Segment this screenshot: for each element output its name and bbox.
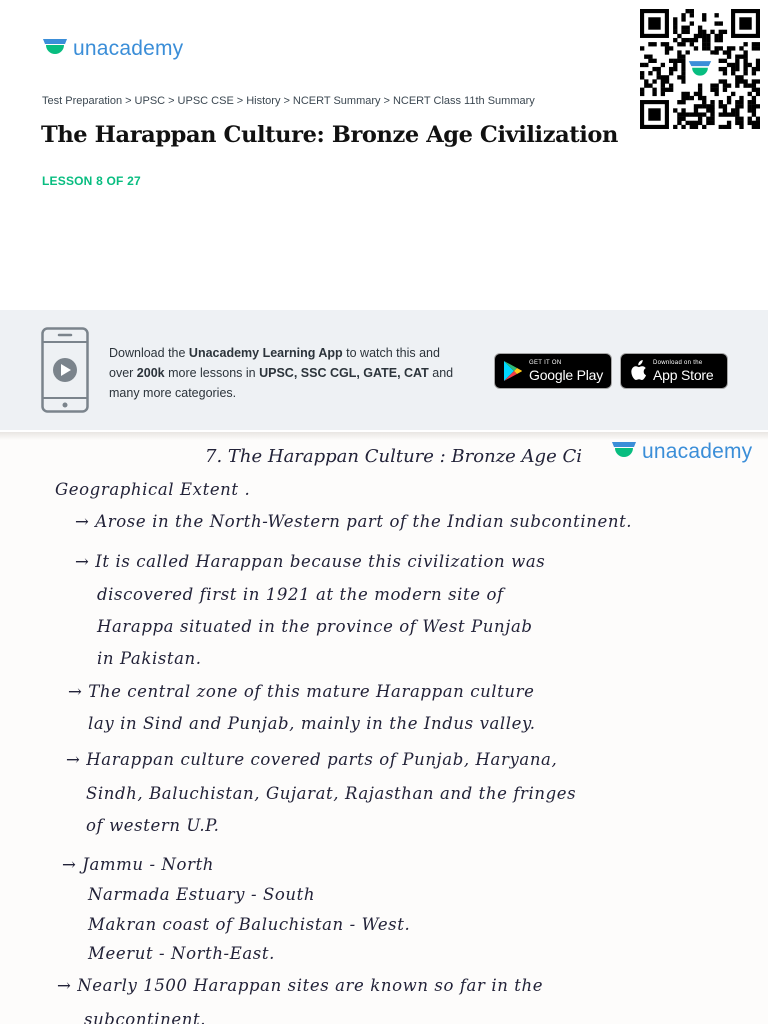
- unacademy-logo-icon: [41, 36, 69, 62]
- breadcrumb-item-history[interactable]: History: [246, 95, 281, 107]
- logo-wordmark: unacademy: [73, 37, 184, 60]
- notes-line: discovered first in 1921 at the modern site of: [97, 585, 504, 604]
- banner-exams: UPSC, SSC CGL, GATE, CAT: [259, 366, 429, 380]
- qr-code-icon[interactable]: [640, 9, 760, 129]
- breadcrumb-item-upsc[interactable]: UPSC: [134, 95, 166, 107]
- app-store-caption: Download on the: [653, 359, 703, 366]
- google-play-button[interactable]: [494, 353, 612, 389]
- unacademy-logo[interactable]: [41, 36, 183, 62]
- phone-play-icon: [41, 327, 89, 413]
- breadcrumb-item-upsc-cse[interactable]: UPSC CSE: [177, 95, 234, 107]
- notes-line: → The central zone of this mature Harappan culture: [68, 682, 535, 701]
- page-title: The Harappan Culture: Bronze Age Civilization: [41, 122, 618, 148]
- breadcrumb: [42, 95, 535, 107]
- banner-text-part: more lessons in: [164, 366, 260, 380]
- notes-heading: Geographical Extent .: [55, 480, 251, 499]
- google-play-label: Google Play: [529, 366, 604, 383]
- breadcrumb-separator: >: [236, 95, 244, 107]
- apple-icon: [629, 360, 647, 382]
- banner-app-name: Unacademy Learning App: [188, 346, 343, 360]
- notes-line: → It is called Harappan because this civilization was: [75, 552, 546, 571]
- breadcrumb-separator: >: [168, 95, 175, 107]
- app-download-banner: [0, 310, 768, 430]
- notes-title: 7. The Harappan Culture : Bronze Age Ci: [205, 446, 582, 467]
- handwritten-notes-page: [0, 432, 768, 1024]
- breadcrumb-item-test-preparation[interactable]: Test Preparation: [42, 95, 123, 107]
- logo-wordmark: unacademy: [642, 440, 753, 463]
- notes-line: Harappa situated in the province of West Punjab: [97, 617, 533, 636]
- banner-lesson-count: 200k: [136, 366, 165, 380]
- notes-line: Narmada Estuary - South: [88, 885, 316, 904]
- notes-line: → Nearly 1500 Harappan sites are known so far in the: [57, 976, 544, 995]
- breadcrumb-separator: >: [283, 95, 290, 107]
- notes-line: → Harappan culture covered parts of Punjab, Haryana,: [66, 750, 558, 769]
- breadcrumb-item-ncert-summary[interactable]: NCERT Summary: [292, 95, 381, 107]
- notes-line: Sindh, Baluchistan, Gujarat, Rajasthan and the fringes: [86, 784, 577, 803]
- banner-text-part: to watch this and over: [109, 346, 440, 380]
- breadcrumb-separator: >: [125, 95, 132, 107]
- banner-text-part: and many more categories.: [109, 366, 454, 400]
- google-play-icon: [503, 360, 523, 382]
- google-play-caption: GET IT ON: [529, 359, 562, 366]
- notes-watermark-logo: [610, 439, 752, 465]
- breadcrumb-item-ncert-class-11th-summary[interactable]: NCERT Class 11th Summary: [392, 95, 535, 107]
- app-store-button[interactable]: [620, 353, 728, 389]
- banner-message: [109, 343, 459, 403]
- notes-line: of western U.P.: [86, 816, 220, 835]
- notes-line: lay in Sind and Punjab, mainly in the Indus valley.: [88, 714, 536, 733]
- lesson-counter: LESSON 8 OF 27: [42, 174, 141, 188]
- notes-line: Meerut - North-East.: [88, 944, 275, 963]
- notes-line: → Jammu - North: [62, 855, 215, 874]
- banner-text-part: Download the: [109, 346, 189, 360]
- unacademy-logo-icon: [610, 439, 638, 465]
- app-store-label: App Store: [653, 366, 714, 383]
- notes-line: in Pakistan.: [97, 649, 202, 668]
- notes-line: Makran coast of Baluchistan - West.: [88, 915, 411, 934]
- notes-line: subcontinent.: [84, 1010, 207, 1024]
- page-header: [0, 0, 768, 310]
- notes-line: → Arose in the North-Western part of the Indian subcontinent.: [75, 512, 633, 531]
- breadcrumb-separator: >: [383, 95, 390, 107]
